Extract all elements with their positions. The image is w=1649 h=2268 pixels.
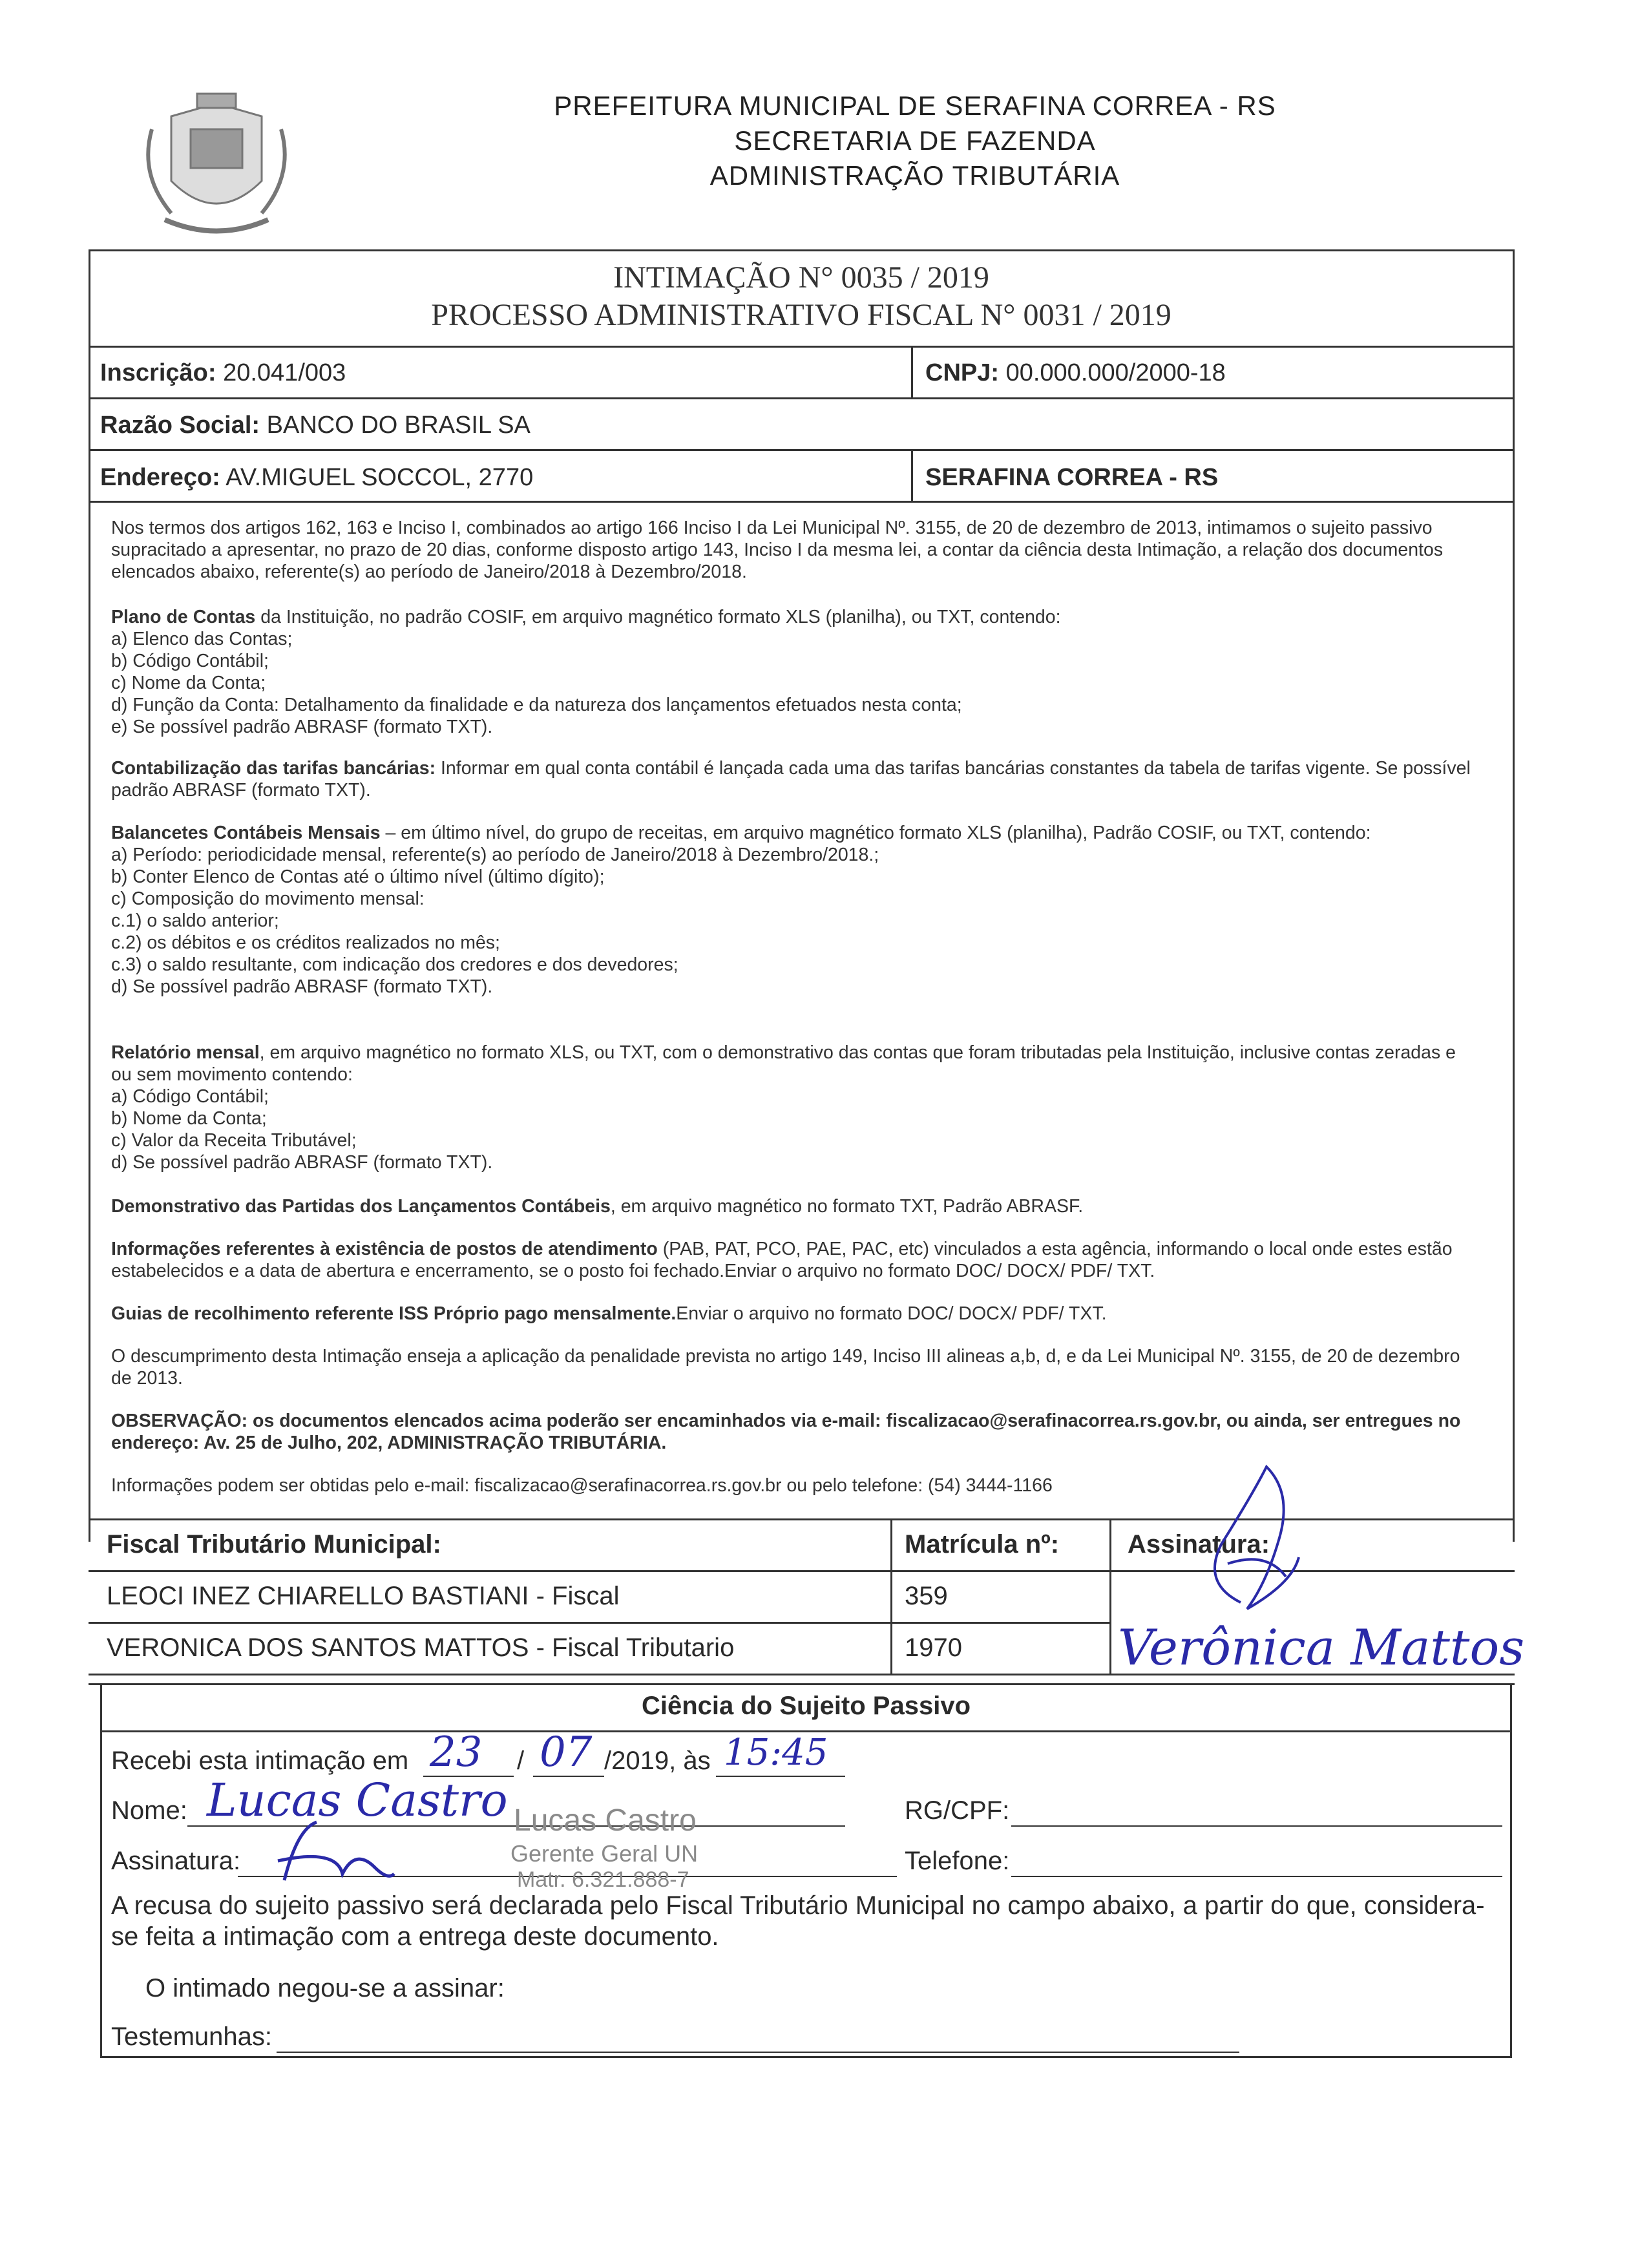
balancetes-section [111, 822, 1481, 998]
testemunhas-label: Testemunhas: [111, 2022, 273, 2051]
plano-title: Plano de Contas [111, 607, 256, 627]
guias-title: Guias de recolhimento referente ISS Próprio pago mensalmente. [111, 1303, 677, 1324]
telefone-field[interactable] [1011, 1876, 1502, 1877]
list-item: c.1) o saldo anterior; [111, 910, 279, 931]
header-prefeitura: PREFEITURA MUNICIPAL DE SERAFINA CORREA - RS [554, 90, 1276, 121]
list-item: c) Composição do movimento mensal: [111, 888, 425, 909]
negou-label: O intimado negou-se a assinar: [145, 1974, 505, 2002]
razao-social-field [100, 412, 530, 439]
relatorio-section [111, 1042, 1481, 1173]
divider [89, 397, 1515, 399]
balancetes-text: – em último nível, do grupo de receitas, em arquivo magnético formato XLS (planilha), Padrão COSIF, ou TXT, contendo: [380, 823, 1371, 843]
descumprimento-section [111, 1345, 1481, 1389]
inscricao-label: Inscrição: [100, 359, 216, 386]
endereco-field [100, 464, 533, 492]
cnpj-field [925, 359, 1226, 387]
list-item: b) Conter Elenco de Contas até o último nível (último dígito); [111, 866, 605, 887]
tarifas-text: Informar em qual conta contábil é lançada cada uma das tarifas bancárias constantes da tabela de tarifas vigente. Se possível padrão ABRASF (formato TXT). [111, 758, 1471, 801]
divider [911, 449, 913, 501]
plano-contas-section [111, 606, 1481, 738]
stamp-name: Lucas Castro [514, 1803, 697, 1838]
header-secretaria: SECRETARIA DE FAZENDA [734, 125, 1096, 156]
ano-label: /2019, às [604, 1747, 711, 1775]
list-item: a) Código Contábil; [111, 1086, 269, 1107]
guias-section [111, 1303, 1481, 1325]
rgcpf-label: RG/CPF: [905, 1796, 1010, 1825]
recusa-text: A recusa do sujeito passivo será declarada pelo Fiscal Tributário Municipal no campo abaixo, a partir do que, considera-se feita a intimação com a entrega deste documento. [111, 1891, 1485, 1951]
endereco-label: Endereço: [100, 464, 220, 491]
plano-text: da Instituição, no padrão COSIF, em arquivo magnético formato XLS (planilha), ou TXT, contendo: [255, 607, 1061, 627]
divider [89, 346, 1515, 348]
intro-text: Nos termos dos artigos 162, 163 e Inciso I, combinados ao artigo 166 Inciso I da Lei Municipal Nº. 3155, de 20 de dezembro de 2013, intimamos o sujeito passivo supracitado a apresentar, no prazo de 20 dias, conforme disposto artigo 143, Inciso I da mesma lei, a contar da ciência desta Intimação, a relação dos documentos elencados abaixo, referente(s) ao período de Janeiro/2018 à Dezembro/2018. [111, 518, 1444, 582]
relatorio-title: Relatório mensal [111, 1042, 260, 1063]
divider [89, 449, 1515, 451]
relatorio-text: , em arquivo magnético no formato XLS, ou TXT, com o demonstrativo das contas que foram tributadas pela Instituição, inclusive contas zeradas e ou sem movimento contendo: [111, 1042, 1456, 1085]
signature-fiscal-2: Verônica Mattos [1118, 1619, 1525, 1676]
stamp-matricula: Matr. 6.321.888-7 [517, 1867, 689, 1892]
inscricao-field [100, 359, 346, 387]
divider [911, 346, 913, 397]
list-item: e) Se possível padrão ABRASF (formato TXT). [111, 717, 493, 737]
divider [89, 501, 1515, 503]
fiscal-row-matricula: 1970 [905, 1633, 962, 1662]
intimacao-title: INTIMAÇÃO N° 0035 / 2019 [613, 260, 989, 295]
fiscal-header-assinatura: Assinatura: [1128, 1530, 1270, 1559]
divider [1109, 1518, 1111, 1674]
balancetes-title: Balancetes Contábeis Mensais [111, 823, 381, 843]
tarifas-section [111, 757, 1481, 801]
list-item: b) Nome da Conta; [111, 1108, 267, 1129]
descumprimento-text: O descumprimento desta Intimação enseja a aplicação da penalidade prevista no artigo 149, Inciso III alineas a,b, d, e da Lei Municipal Nº. 3155, de 20 de dezembro de 2013. [111, 1346, 1460, 1389]
processo-title: PROCESSO ADMINISTRATIVO FISCAL N° 0031 / 2019 [431, 298, 1171, 332]
endereco-value: AV.MIGUEL SOCCOL, 2770 [226, 464, 534, 491]
intro-paragraph [111, 517, 1481, 583]
contato-text: Informações podem ser obtidas pelo e-mail: fiscalizacao@serafinacorrea.rs.gov.br ou pelo telefone: (54) 3444-1166 [111, 1475, 1053, 1496]
demonstrativo-title: Demonstrativo das Partidas dos Lançamentos Contábeis [111, 1196, 611, 1217]
observacao-section [111, 1410, 1481, 1454]
informacoes-section [111, 1238, 1481, 1282]
telefone-label: Telefone: [905, 1847, 1010, 1875]
cidade-field [925, 464, 1218, 492]
hora-value: 15:45 [724, 1732, 828, 1774]
hora-field[interactable] [716, 1776, 845, 1777]
inscricao-value: 20.041/003 [223, 359, 346, 386]
fiscal-row-name: LEOCI INEZ CHIARELLO BASTIANI - Fiscal [107, 1582, 620, 1610]
ciencia-title: Ciência do Sujeito Passivo [641, 1692, 971, 1720]
cnpj-label: CNPJ: [925, 359, 1000, 386]
fiscal-row-matricula: 359 [905, 1582, 948, 1610]
nome-label: Nome: [111, 1796, 187, 1825]
fiscal-row-name: VERONICA DOS SANTOS MATTOS - Fiscal Tributario [107, 1633, 735, 1662]
list-item: a) Período: periodicidade mensal, referente(s) ao período de Janeiro/2018 à Dezembro/2018.; [111, 845, 879, 865]
cidade-value: SERAFINA CORREA - RS [925, 464, 1219, 491]
fiscal-header-matricula: Matrícula nº: [905, 1530, 1060, 1559]
list-item: a) Elenco das Contas; [111, 629, 293, 649]
tarifas-title: Contabilização das tarifas bancárias: [111, 758, 436, 779]
dia-value: 23 [430, 1728, 483, 1776]
recebi-label: Recebi esta intimação em [111, 1747, 409, 1775]
mes-value: 07 [540, 1728, 593, 1776]
nome-value: Lucas Castro [207, 1774, 508, 1827]
recusa-paragraph [111, 1890, 1500, 1952]
header-administracao: ADMINISTRAÇÃO TRIBUTÁRIA [709, 160, 1120, 191]
cnpj-value: 00.000.000/2000-18 [1005, 359, 1226, 386]
list-item: c) Valor da Receita Tributável; [111, 1130, 357, 1151]
list-item: c.2) os débitos e os créditos realizados no mês; [111, 932, 500, 953]
list-item: d) Função da Conta: Detalhamento da finalidade e da natureza dos lançamentos efetuados nesta conta; [111, 695, 962, 715]
list-item: d) Se possível padrão ABRASF (formato TXT). [111, 976, 493, 997]
informacoes-text: (PAB, PAT, PCO, PAE, PAC, etc) vinculados a esta agência, informando o local onde estes estão estabelecidos e a data de abertura e encerramento, se o posto foi fechado.Enviar o arquivo no formato DOC/ DOCX/ PDF/ TXT. [111, 1239, 1453, 1281]
signature-recebedor-icon [246, 1816, 401, 1893]
divider [89, 1622, 1109, 1624]
demonstrativo-section [111, 1195, 1481, 1217]
fiscal-header-name: Fiscal Tributário Municipal: [107, 1530, 441, 1559]
date-separator: / [517, 1747, 525, 1775]
list-item: d) Se possível padrão ABRASF (formato TXT). [111, 1152, 493, 1173]
demonstrativo-text: , em arquivo magnético no formato TXT, Padrão ABRASF. [610, 1196, 1084, 1217]
testemunhas-field[interactable] [277, 2052, 1239, 2053]
list-item: c.3) o saldo resultante, com indicação dos credores e dos devedores; [111, 954, 678, 975]
observacao-text: OBSERVAÇÃO: os documentos elencados acima poderão ser encaminhados via e-mail: fiscalizacao@serafinacorrea.rs.gov.br, ou ainda, ser entregues no endereço: Av. 25 de Julho, 202, ADMINISTRAÇÃO TRIBUTÁRIA. [111, 1411, 1461, 1453]
guias-text: Enviar o arquivo no formato DOC/ DOCX/ PDF/ TXT. [676, 1303, 1107, 1324]
divider [890, 1518, 892, 1674]
rgcpf-field[interactable] [1011, 1825, 1502, 1827]
informacoes-title: Informações referentes à existência de postos de atendimento [111, 1239, 658, 1259]
list-item: c) Nome da Conta; [111, 673, 266, 693]
stamp-role: Gerente Geral UN [510, 1840, 698, 1867]
razao-social-label: Razão Social: [100, 412, 260, 439]
assinatura-label: Assinatura: [111, 1847, 241, 1875]
razao-social-value: BANCO DO BRASIL SA [266, 412, 530, 439]
list-item: b) Código Contábil; [111, 651, 269, 671]
